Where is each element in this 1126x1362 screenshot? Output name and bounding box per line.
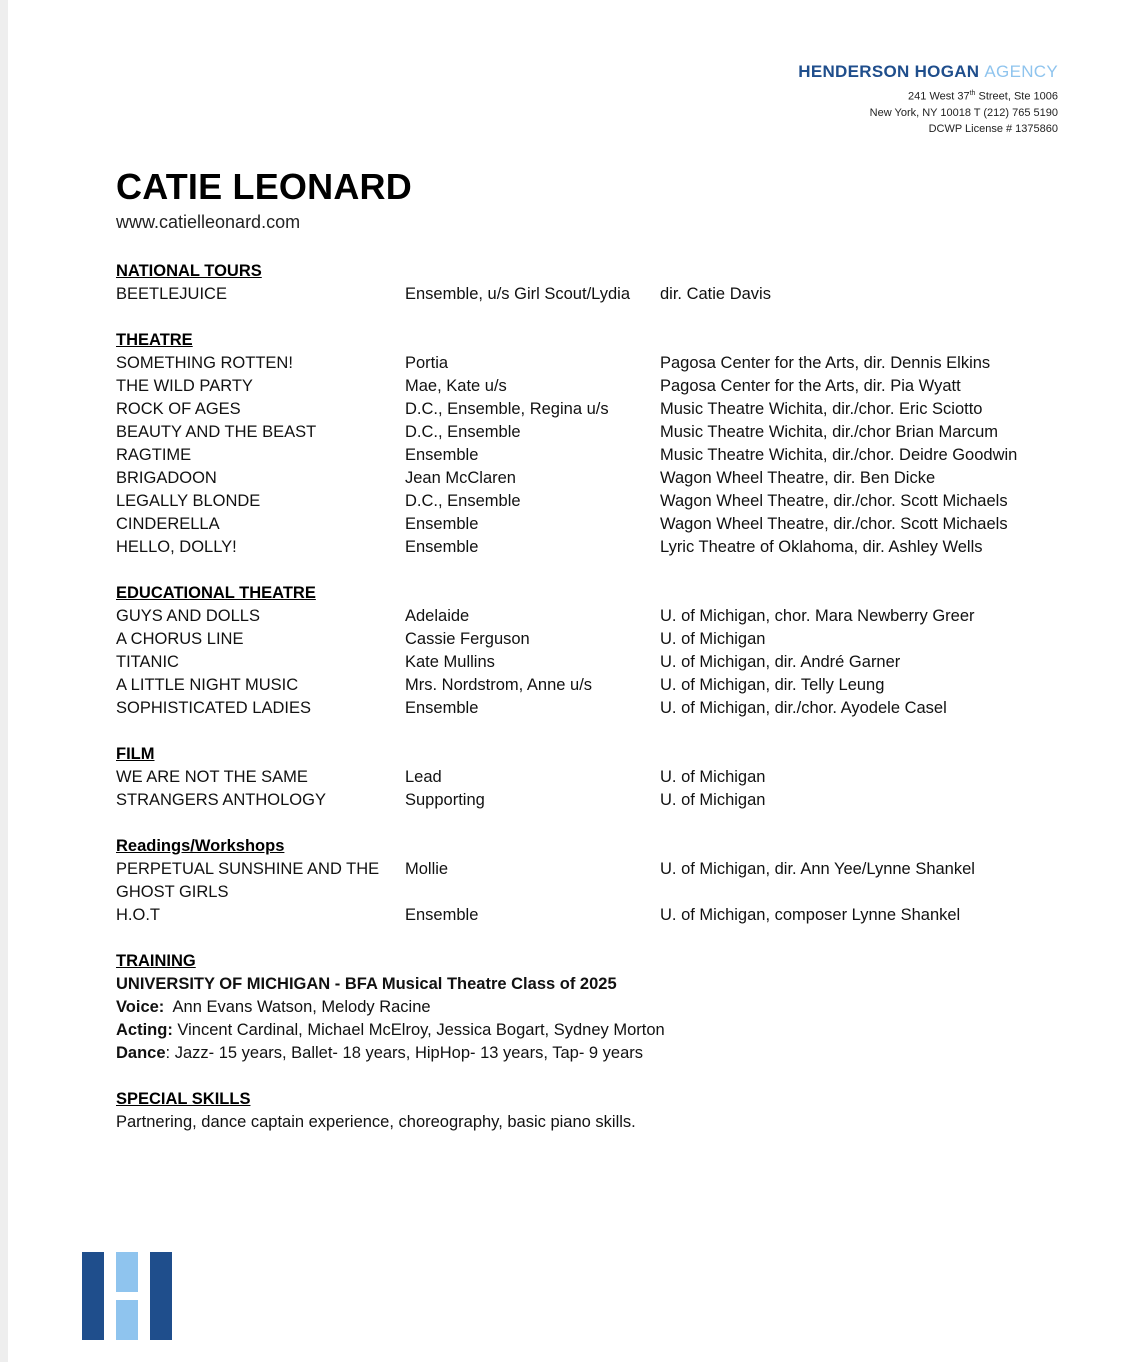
credit-role: D.C., Ensemble, Regina u/s xyxy=(405,400,609,418)
credit-role xyxy=(405,881,660,904)
credit-role: Mollie xyxy=(405,860,449,878)
credit-row xyxy=(116,421,1076,444)
credit-venue: Lyric Theatre of Oklahoma, dir. Ashley Wells xyxy=(660,538,983,556)
credit-list xyxy=(116,352,1076,559)
resume-sections xyxy=(116,260,1076,1157)
credit-venue: U. of Michigan xyxy=(660,630,766,648)
credit-venue: U. of Michigan, dir. André Garner xyxy=(660,653,901,671)
credit-venue: Music Theatre Wichita, dir./chor. Eric Sciotto xyxy=(660,400,983,418)
credit-row xyxy=(116,697,1076,720)
credit-title: BEETLEJUICE xyxy=(116,285,227,303)
credit-title: SOPHISTICATED LADIES xyxy=(116,699,311,717)
credit-row xyxy=(116,674,1076,697)
training-dance: Dance: Jazz- 15 years, Ballet- 18 years, HipHop- 13 years, Tap- 9 years xyxy=(116,1044,644,1062)
credit-title: RAGTIME xyxy=(116,446,192,464)
credit-row xyxy=(116,352,1076,375)
credit-row xyxy=(116,789,1076,812)
credit-list xyxy=(116,605,1076,720)
credit-venue: U. of Michigan xyxy=(660,791,766,809)
credit-row xyxy=(116,651,1076,674)
credit-role: D.C., Ensemble xyxy=(405,423,521,441)
performer-website: www.catielleonard.com xyxy=(116,212,301,232)
credit-venue: Music Theatre Wichita, dir./chor. Deidre Goodwin xyxy=(660,446,1018,464)
performer-name: CATIE LEONARD xyxy=(116,166,412,207)
credit-role: Ensemble xyxy=(405,906,479,924)
credit-row xyxy=(116,605,1076,628)
section-educational-theatre xyxy=(116,582,1076,720)
agency-license: DCWP License # 1375860 xyxy=(928,122,1058,135)
section-title: Readings/Workshops xyxy=(116,837,285,855)
credit-venue: U. of Michigan, dir. Telly Leung xyxy=(660,676,885,694)
credit-title: GUYS AND DOLLS xyxy=(116,607,260,625)
credit-venue: Wagon Wheel Theatre, dir. Ben Dicke xyxy=(660,469,936,487)
credit-title: THE WILD PARTY xyxy=(116,377,253,395)
credit-venue: U. of Michigan, chor. Mara Newberry Greer xyxy=(660,607,975,625)
credit-role: Mrs. Nordstrom, Anne u/s xyxy=(405,676,593,694)
section-training xyxy=(116,950,1076,1065)
credit-title: CINDERELLA xyxy=(116,515,220,533)
training-acting: Acting: Vincent Cardinal, Michael McElroy, Jessica Bogart, Sydney Morton xyxy=(116,1021,665,1039)
credit-title: PERPETUAL SUNSHINE AND THE xyxy=(116,860,380,878)
credit-row xyxy=(116,283,1076,306)
credit-role: Jean McClaren xyxy=(405,469,516,487)
credit-row xyxy=(116,375,1076,398)
section-film xyxy=(116,743,1076,812)
credit-role: Ensemble xyxy=(405,538,479,556)
agency-header xyxy=(798,62,1058,137)
credit-title: HELLO, DOLLY! xyxy=(116,538,237,556)
agency-name-primary: HENDERSON HOGAN xyxy=(798,62,980,81)
credit-role: Adelaide xyxy=(405,607,470,625)
training-school: UNIVERSITY OF MICHIGAN - BFA Musical Theatre Class of 2025 xyxy=(116,975,617,993)
credit-venue: Pagosa Center for the Arts, dir. Dennis Elkins xyxy=(660,354,991,372)
credit-row xyxy=(116,444,1076,467)
section-title: TRAINING xyxy=(116,952,196,970)
credit-title: LEGALLY BLONDE xyxy=(116,492,261,510)
credit-venue: Pagosa Center for the Arts, dir. Pia Wyatt xyxy=(660,377,961,395)
credit-role: Portia xyxy=(405,354,449,372)
credit-role: Mae, Kate u/s xyxy=(405,377,507,395)
section-theatre xyxy=(116,329,1076,559)
credit-title: ROCK OF AGES xyxy=(116,400,241,418)
credit-row xyxy=(116,881,1076,904)
credit-role: Ensemble xyxy=(405,515,479,533)
skills-text: Partnering, dance captain experience, choreography, basic piano skills. xyxy=(116,1113,636,1131)
credit-venue: U. of Michigan, dir./chor. Ayodele Casel xyxy=(660,699,947,717)
credit-venue: U. of Michigan xyxy=(660,768,766,786)
credit-role: Lead xyxy=(405,768,442,786)
credit-role: Ensemble, u/s Girl Scout/Lydia xyxy=(405,285,630,303)
credit-list xyxy=(116,858,1076,927)
credit-role: Ensemble xyxy=(405,446,479,464)
credit-row xyxy=(116,766,1076,789)
credit-venue: dir. Catie Davis xyxy=(660,285,771,303)
credit-row xyxy=(116,490,1076,513)
credit-role: Kate Mullins xyxy=(405,653,495,671)
credit-row xyxy=(116,513,1076,536)
section-title: SPECIAL SKILLS xyxy=(116,1090,251,1108)
credit-venue: Wagon Wheel Theatre, dir./chor. Scott Michaels xyxy=(660,492,1008,510)
credit-title: A CHORUS LINE xyxy=(116,630,244,648)
credit-list xyxy=(116,766,1076,812)
credit-venue: Music Theatre Wichita, dir./chor Brian Marcum xyxy=(660,423,999,441)
credit-title: STRANGERS ANTHOLOGY xyxy=(116,791,326,809)
credit-title: H.O.T xyxy=(116,906,160,924)
credit-row xyxy=(116,628,1076,651)
agency-address-2: New York, NY 10018 T (212) 765 5190 xyxy=(869,106,1058,119)
credit-title: TITANIC xyxy=(116,653,179,671)
credit-title: GHOST GIRLS xyxy=(116,883,229,901)
section-title: FILM xyxy=(116,745,155,763)
credit-venue: U. of Michigan, dir. Ann Yee/Lynne Shankel xyxy=(660,860,975,878)
credit-row xyxy=(116,536,1076,559)
credit-row xyxy=(116,858,1076,881)
section-title: EDUCATIONAL THEATRE xyxy=(116,584,316,602)
credit-role: Ensemble xyxy=(405,699,479,717)
credit-row xyxy=(116,904,1076,927)
section-special-skills xyxy=(116,1088,1076,1134)
credit-role: Cassie Ferguson xyxy=(405,630,530,648)
credit-venue xyxy=(660,881,1076,904)
credit-title: A LITTLE NIGHT MUSIC xyxy=(116,676,299,694)
agency-logo-icon xyxy=(82,1252,172,1340)
credit-venue: Wagon Wheel Theatre, dir./chor. Scott Michaels xyxy=(660,515,1008,533)
credit-row xyxy=(116,467,1076,490)
training-voice: Voice: Ann Evans Watson, Melody Racine xyxy=(116,998,431,1016)
credit-title: SOMETHING ROTTEN! xyxy=(116,354,293,372)
section-title: THEATRE xyxy=(116,331,193,349)
resume-page xyxy=(8,0,1126,1362)
credit-role: Supporting xyxy=(405,791,485,809)
section-title: NATIONAL TOURS xyxy=(116,262,262,280)
agency-name-secondary: AGENCY xyxy=(984,62,1058,81)
credit-row xyxy=(116,398,1076,421)
credit-title: WE ARE NOT THE SAME xyxy=(116,768,308,786)
credit-title: BRIGADOON xyxy=(116,469,217,487)
credit-role: D.C., Ensemble xyxy=(405,492,521,510)
agency-name xyxy=(798,62,1058,82)
section-national-tours xyxy=(116,260,1076,306)
section-readings xyxy=(116,835,1076,927)
agency-address-1: 241 West 37th Street, Ste 1006 xyxy=(908,90,1058,103)
credit-venue: U. of Michigan, composer Lynne Shankel xyxy=(660,906,961,924)
credit-list xyxy=(116,283,1076,306)
credit-title: BEAUTY AND THE BEAST xyxy=(116,423,317,441)
